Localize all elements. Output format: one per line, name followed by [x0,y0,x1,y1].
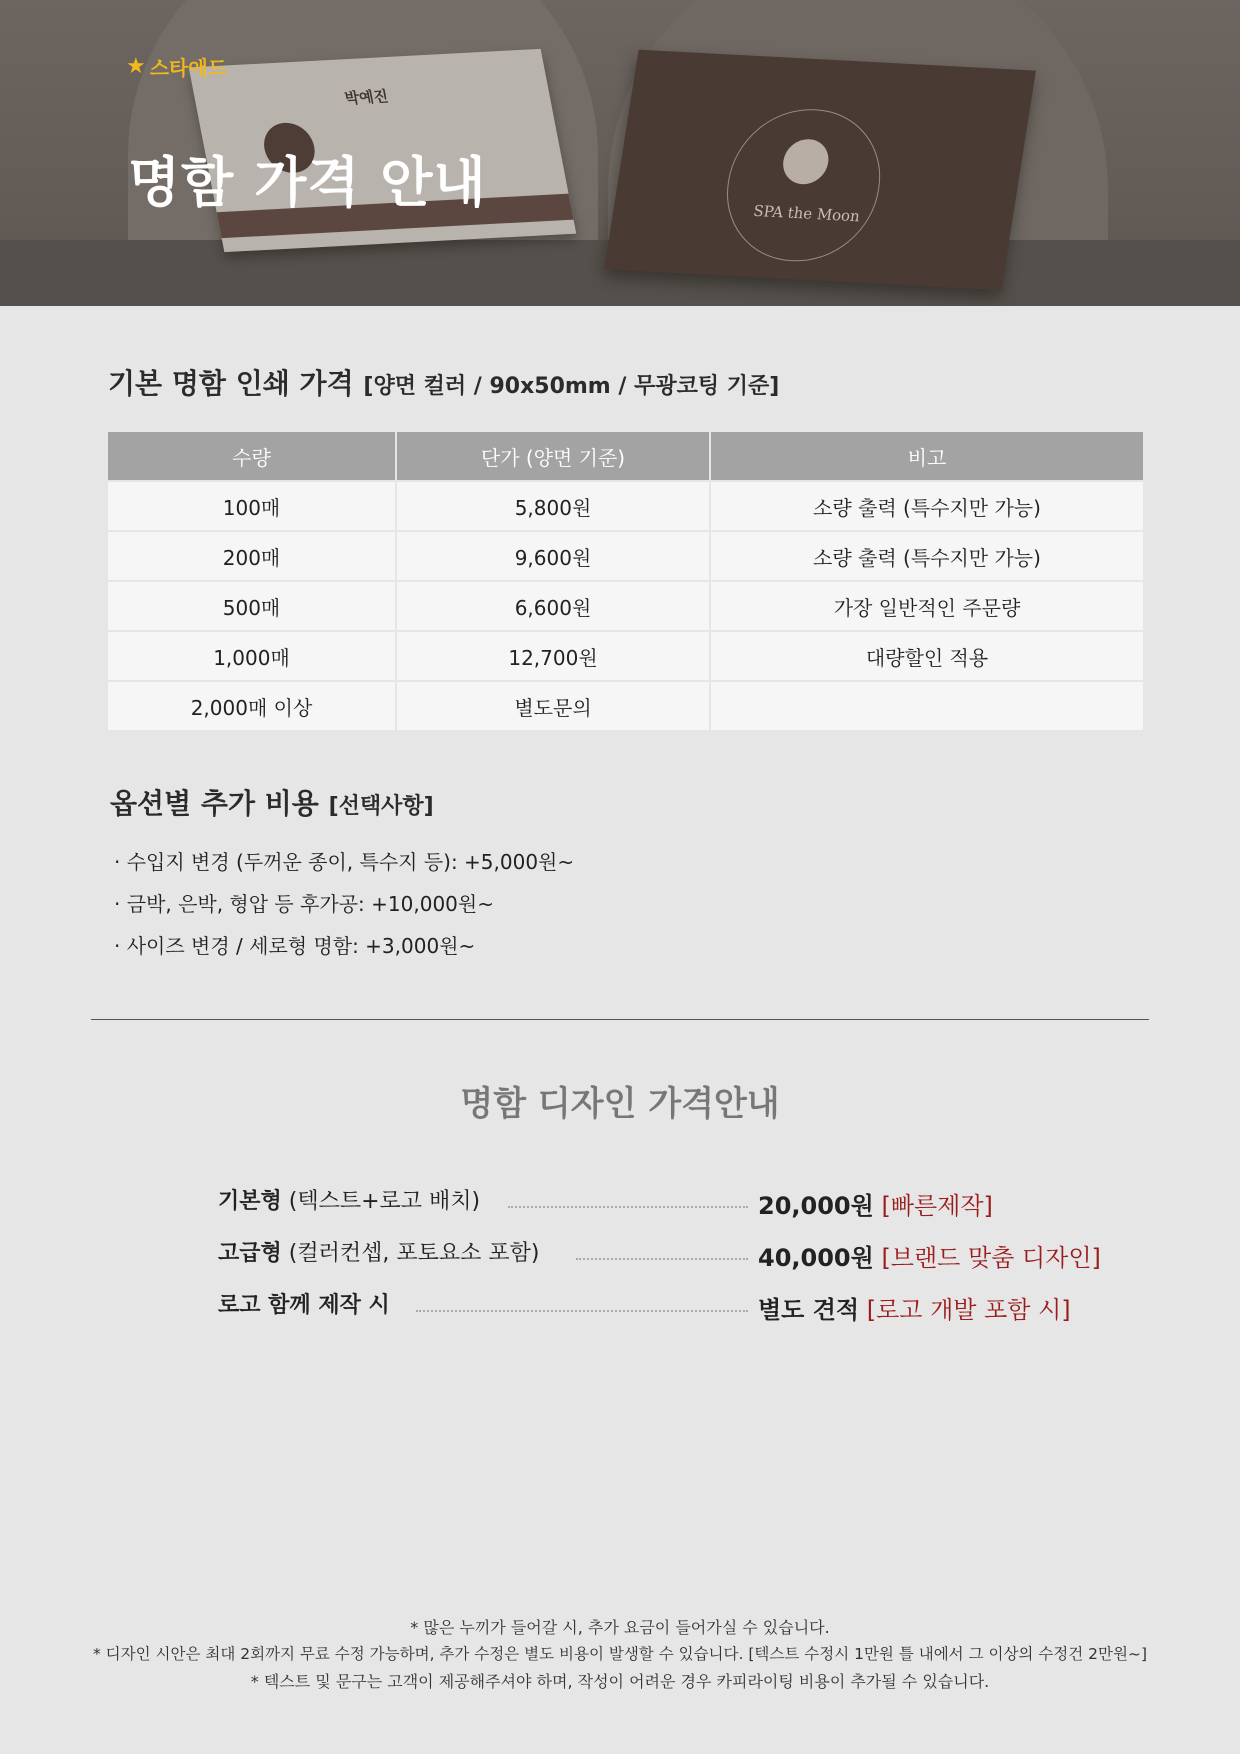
design-price-value [758,1186,993,1221]
table-cell: 2,000매 이상 [108,681,396,730]
hero-banner [0,0,1240,306]
table-row [108,681,1143,730]
design-price-row [218,1184,1098,1220]
design-price: 별도 견적 [758,1296,860,1324]
print-price-table [108,432,1143,730]
design-tier-name: 기본형 [218,1189,282,1214]
design-price-title: 명함 디자인 가격안내 [460,1084,780,1124]
design-price-row [218,1236,1101,1272]
table-cell: 별도문의 [396,681,710,730]
design-price: 40,000원 [758,1244,874,1272]
option-item: · 수입지 변경 (두꺼운 종이, 특수지 등): +5,000원~ [114,850,575,874]
column-header: 단가 (양면 기준) [396,432,710,481]
design-tier-name: 고급형 [218,1241,282,1266]
section-divider [91,1019,1149,1020]
table-cell: 5,800원 [396,481,710,531]
table-header-row [108,432,1143,481]
mockup-ring [716,105,891,265]
print-price-title: 기본 명함 인쇄 가격 [108,367,354,400]
mockup-card-brand: SPA the Moon [752,201,862,226]
design-price-note: [로고 개발 포함 시] [859,1296,1071,1324]
table-row [108,631,1143,681]
page-title: 명함 가격 안내 [128,151,487,214]
mockup-card-name: 박예진 [343,87,390,108]
option-item: · 사이즈 변경 / 세로형 명함: +3,000원~ [114,934,476,958]
option-item: · 금박, 은박, 형압 등 후가공: +10,000원~ [114,892,494,916]
footnote: * 텍스트 및 문구는 고객이 제공해주셔야 하며, 작성이 어려운 경우 카피라이팅 비용이 추가될 수 있습니다. [250,1672,990,1691]
dotted-leader [508,1206,748,1208]
design-price-label [218,1288,390,1319]
footnote: * 많은 누끼가 들어갈 시, 추가 요금이 들어가실 수 있습니다. [410,1618,830,1637]
table-cell: 6,600원 [396,581,710,631]
table-cell: 가장 일반적인 주문량 [710,581,1143,631]
options-subtitle: [선택사항] [328,794,434,819]
table-cell: 500매 [108,581,396,631]
table-cell: 1,000매 [108,631,396,681]
table-cell: 소량 출력 (특수지만 가능) [710,481,1143,531]
design-price-label [218,1184,480,1215]
table-cell: 200매 [108,531,396,581]
column-header: 비고 [710,432,1143,481]
design-price-note: [브랜드 맞춤 디자인] [873,1244,1101,1272]
star-icon: ★ [126,53,146,79]
table-row [108,481,1143,531]
dotted-leader [576,1258,748,1260]
design-tier-desc: (텍스트+로고 배치) [281,1189,481,1214]
table-cell: 100매 [108,481,396,531]
table-cell: 12,700원 [396,631,710,681]
design-price-row [218,1288,1098,1324]
table-row [108,581,1143,631]
options-heading [110,782,434,822]
design-price: 20,000원 [758,1192,874,1220]
design-tier-name: 로고 함께 제작 시 [218,1293,390,1318]
design-price-note: [빠른제작] [873,1192,993,1220]
design-price-value [758,1238,1101,1273]
print-price-subtitle: [양면 컬러 / 90x50mm / 무광코팅 기준] [363,374,780,399]
table-cell: 소량 출력 (특수지만 가능) [710,531,1143,581]
design-tier-desc: (컬러컨셉, 포토요소 포함) [281,1241,540,1266]
brand-logo [126,52,227,81]
brand-logo-text: 스타애드 [149,56,228,80]
table-cell [710,681,1143,730]
column-header: 수량 [108,432,396,481]
dotted-leader [416,1310,748,1312]
options-title: 옵션별 추가 비용 [110,787,319,820]
table-cell: 대량할인 적용 [710,631,1143,681]
design-price-label [218,1236,539,1267]
mockup-card-back [604,50,1036,291]
table-row [108,531,1143,581]
design-price-value [758,1290,1071,1325]
footnote: * 디자인 시안은 최대 2회까지 무료 수정 가능하며, 추가 수정은 별도 비용이 발생할 수 있습니다. [텍스트 수정시 1만원 틀 내에서 그 이상의 수정건 2만원~] [92,1645,1148,1663]
print-price-heading [108,362,779,402]
table-cell: 9,600원 [396,531,710,581]
